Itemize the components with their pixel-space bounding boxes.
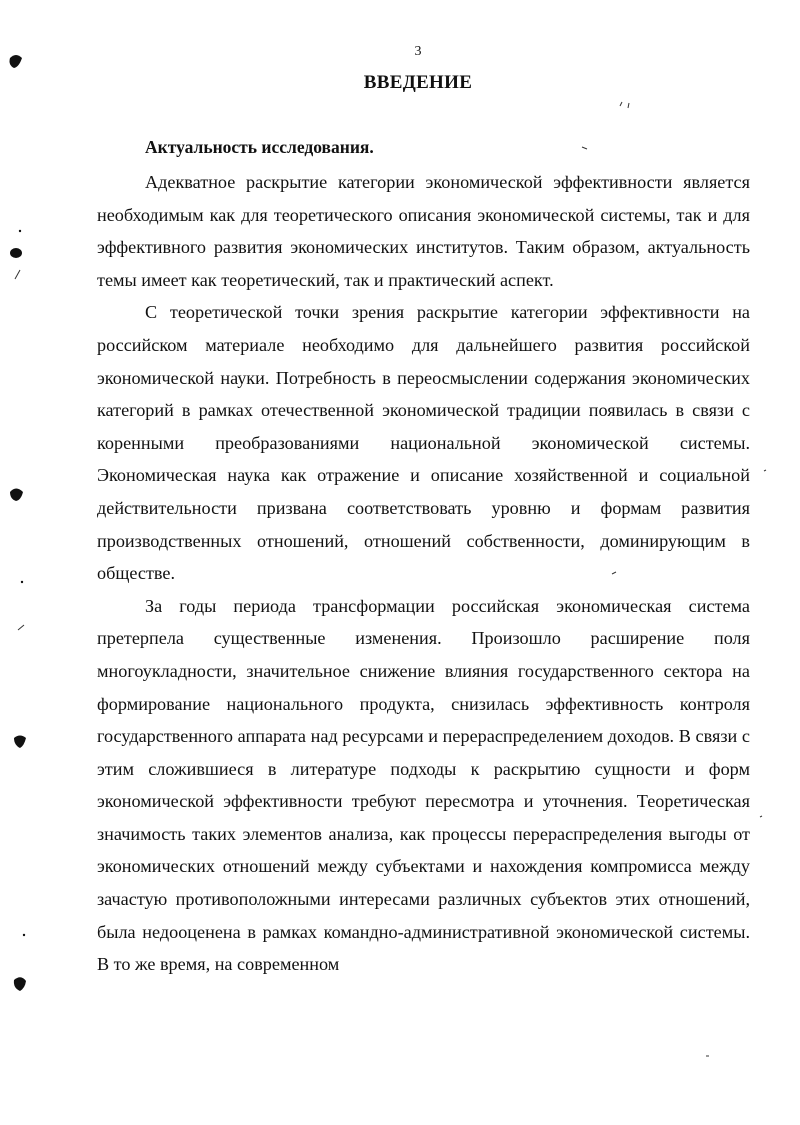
- page-title: ВВЕДЕНИЕ: [363, 72, 473, 93]
- body-text: [97, 166, 750, 981]
- paragraph-1: Адекватное раскрытие категории экономической эффективности является необходимым как для теоретического описания экономической системы, так и для эффективного развития экономических институтов. Таким образом, актуальность темы имеет как теоретический, так и практический аспект.: [97, 172, 750, 290]
- binder-hole-marks: [10, 55, 27, 991]
- paragraph-2: С теоретической точки зрения раскрытие категории эффективности на российском материале необходимо для дальнейшего развития российской экономической науки. Потребность в переосмыслении содержания экономических категорий в рамках отечественной экономической традиции появилась в связи с коренными преобразованиями национальной экономической системы. Экономическая наука как отражение и описание хозяйственной и социальной действительности призвана соответствовать уровню и формам развития производственных отношений, отношений собственности, доминирующим в обществе.: [97, 302, 750, 584]
- section-heading: Актуальность исследования.: [145, 137, 374, 157]
- page-number: 3: [414, 44, 422, 59]
- paragraph-3: За годы периода трансформации российская экономическая система претерпела существенные изменения. Произошло расширение поля многоукладности, значительное снижение влияния государственного сектора на формирование национального продукта, снизилась эффективность контроля государственного аппарата над ресурсами и перераспределением доходов. В связи с этим сложившиеся в литературе подходы к раскрытию сущности и форм экономической эффективности требуют пересмотра и уточнения. Теоретическая значимость таких элементов анализа, как процессы перераспределения выгоды от экономических отношений между субъектами и нахождения компромисса между зачастую противоположными интересами различных субъектов этих отношений, была недооценена в рамках командно-административной экономической системы. В то же время, на современном: [97, 595, 750, 975]
